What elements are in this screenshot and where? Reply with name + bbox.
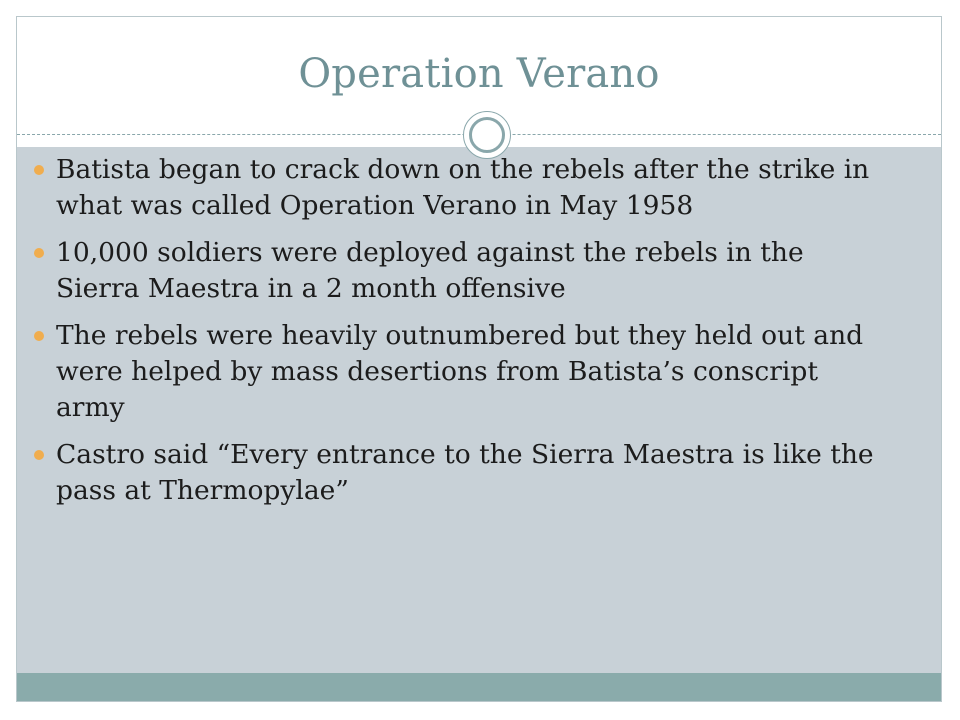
bullet-item	[34, 437, 894, 509]
bullet-text: 10,000 soldiers were deployed against the rebels in the Sierra Maestra in a 2 month offensive	[56, 237, 804, 304]
bullet-text: The rebels were heavily outnumbered but they held out and were helped by mass desertions from Batista’s conscript army	[56, 320, 864, 423]
bullet-dot-icon	[34, 331, 44, 341]
circle-ornament-inner	[469, 117, 505, 153]
bullet-list	[34, 152, 894, 520]
bullet-text: Castro said “Every entrance to the Sierra Maestra is like the pass at Thermopylae”	[56, 439, 874, 506]
bullet-item	[34, 318, 894, 426]
bullet-item	[34, 235, 894, 307]
slide-title: Operation Verano	[298, 51, 660, 97]
bullet-dot-icon	[34, 165, 44, 175]
bullet-text: Batista began to crack down on the rebels after the strike in what was called Operation Verano in May 1958	[56, 154, 870, 221]
bullet-dot-icon	[34, 450, 44, 460]
bullet-item	[34, 152, 894, 224]
bullet-dot-icon	[34, 248, 44, 258]
footer-band	[17, 673, 941, 702]
